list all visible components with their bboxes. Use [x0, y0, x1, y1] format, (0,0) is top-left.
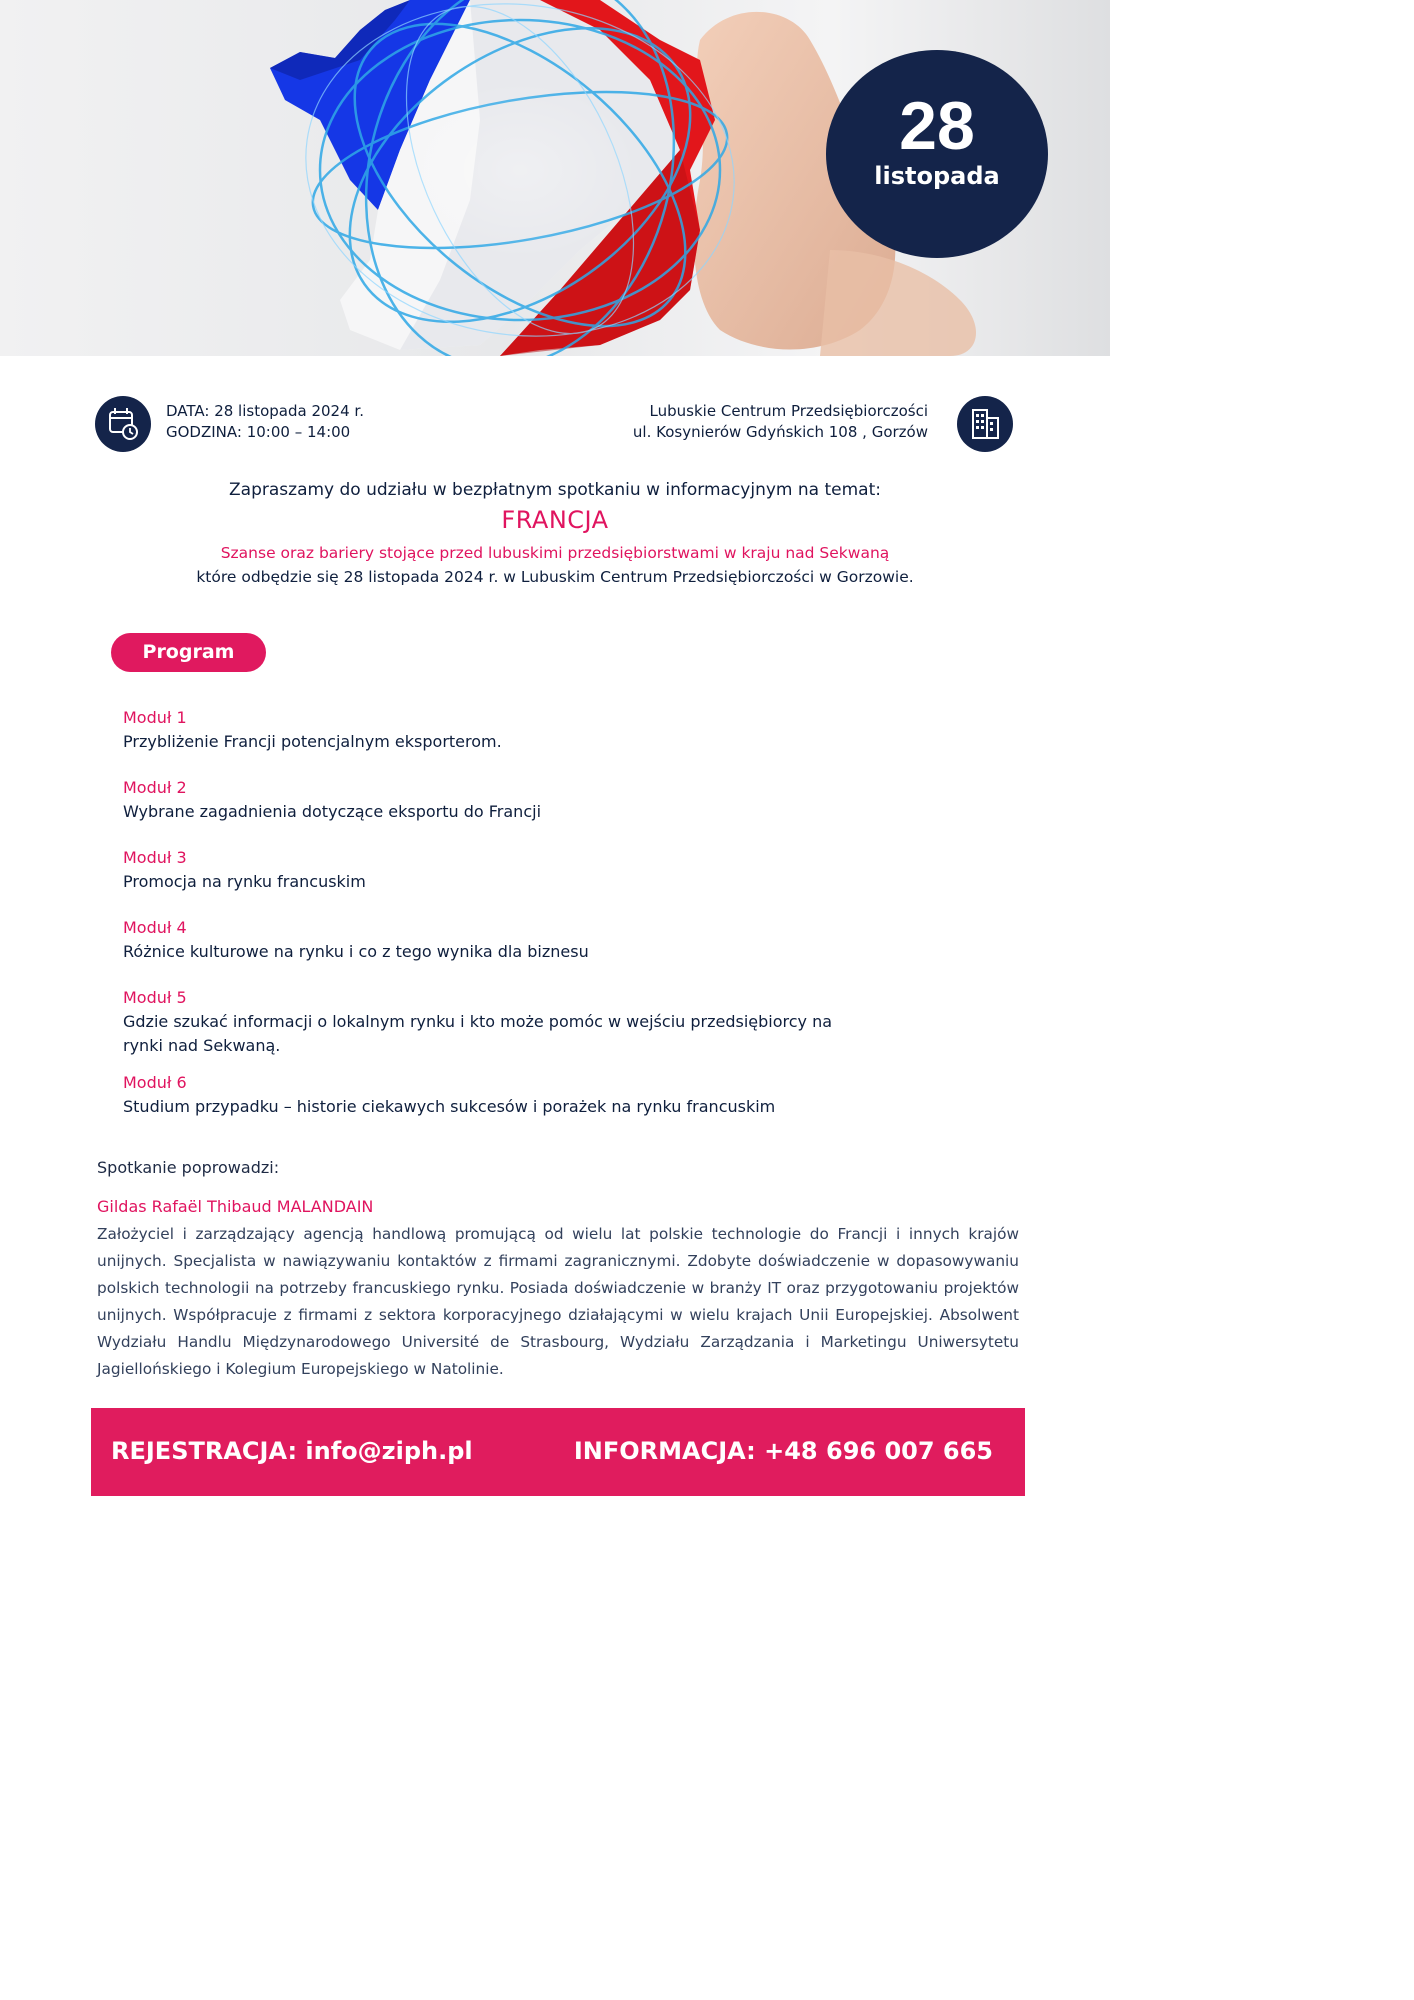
venue-name: Lubuskie Centrum Przedsiębiorczości — [649, 402, 928, 420]
information-phone[interactable]: INFORMACJA: +48 696 007 665 — [573, 1437, 993, 1465]
registration-contact[interactable]: REJESTRACJA: info@ziph.pl — [111, 1437, 473, 1465]
speaker-bio: Założyciel i zarządzający agencją handlową promującą od wielu lat polskie technologie do Francji i innych krajów unijnych. Specjalista w nawiązywaniu kontaktów z firmami zagranicznymi. Zdobyte doświadczenie w dopasowywaniu polskich technologii na potrzeby francuskiego rynku. Posiada doświadczenie w branży IT oraz przygotowaniu projektów unijnych. Współpracuje z firmami z sektora korporacyjnego działającymi w wielu krajach Unii Europejskiej. Absolwent Wydziału Handlu Międzynarodowego Université de Strasbourg, Wydziału Zarządzania i Marketingu Uniwersytetu Jagiellońskiego i Kolegium Europejskiego w Natolinie. — [97, 1225, 1019, 1378]
module-item — [123, 916, 863, 964]
date-badge — [826, 50, 1048, 258]
venue-address: ul. Kosynierów Gdyńskich 108 , Gorzów — [632, 423, 928, 441]
topic-subtitle: Szanse oraz bariery stojące przed lubuskimi przedsiębiorstwami w kraju nad Sekwaną — [220, 544, 890, 562]
module-item — [123, 986, 863, 1058]
module-item — [123, 1071, 863, 1119]
building-icon — [957, 396, 1013, 452]
module-item — [123, 706, 863, 754]
event-details-text: które odbędzie się 28 listopada 2024 r. w Lubuskim Centrum Przedsiębiorczości w Gorzowie. — [196, 568, 914, 586]
module-description: Promocja na rynku francuskim — [123, 872, 366, 891]
module-title: Moduł 3 — [123, 848, 187, 867]
badge-month: listopada — [874, 162, 1000, 190]
hero-banner — [0, 0, 1110, 356]
module-description: Przybliżenie Francji potencjalnym eksporterom. — [123, 732, 502, 751]
contact-bar — [91, 1408, 1025, 1496]
module-description: Studium przypadku – historie ciekawych sukcesów i porażek na rynku francuskim — [123, 1097, 776, 1116]
module-title: Moduł 2 — [123, 778, 187, 797]
module-description: Różnice kulturowe na rynku i co z tego wynika dla biznesu — [123, 942, 589, 961]
module-title: Moduł 6 — [123, 1073, 187, 1092]
badge-day: 28 — [899, 88, 975, 164]
program-heading: Program — [111, 633, 266, 672]
module-description: Wybrane zagadnienia dotyczące eksportu do Francji — [123, 802, 542, 821]
module-item — [123, 846, 863, 894]
module-title: Moduł 4 — [123, 918, 187, 937]
module-title: Moduł 5 — [123, 988, 187, 1007]
module-title: Moduł 1 — [123, 708, 187, 727]
event-time: GODZINA: 10:00 – 14:00 — [166, 423, 351, 441]
module-description: Gdzie szukać informacji o lokalnym rynku i kto może pomóc w wejściu przedsiębiorcy na rynki nad Sekwaną. — [123, 1012, 833, 1055]
topic-title: FRANCJA — [501, 506, 609, 534]
speaker-lead: Spotkanie poprowadzi: — [97, 1158, 280, 1177]
event-venue — [633, 401, 928, 443]
event-date-time — [166, 401, 364, 443]
module-item — [123, 776, 863, 824]
invitation-text: Zapraszamy do udziału w bezpłatnym spotkaniu w informacyjnym na temat: — [229, 480, 881, 500]
speaker-name: Gildas Rafaël Thibaud MALANDAIN — [97, 1197, 374, 1216]
event-date: DATA: 28 listopada 2024 r. — [166, 402, 364, 420]
calendar-clock-icon — [95, 396, 151, 452]
